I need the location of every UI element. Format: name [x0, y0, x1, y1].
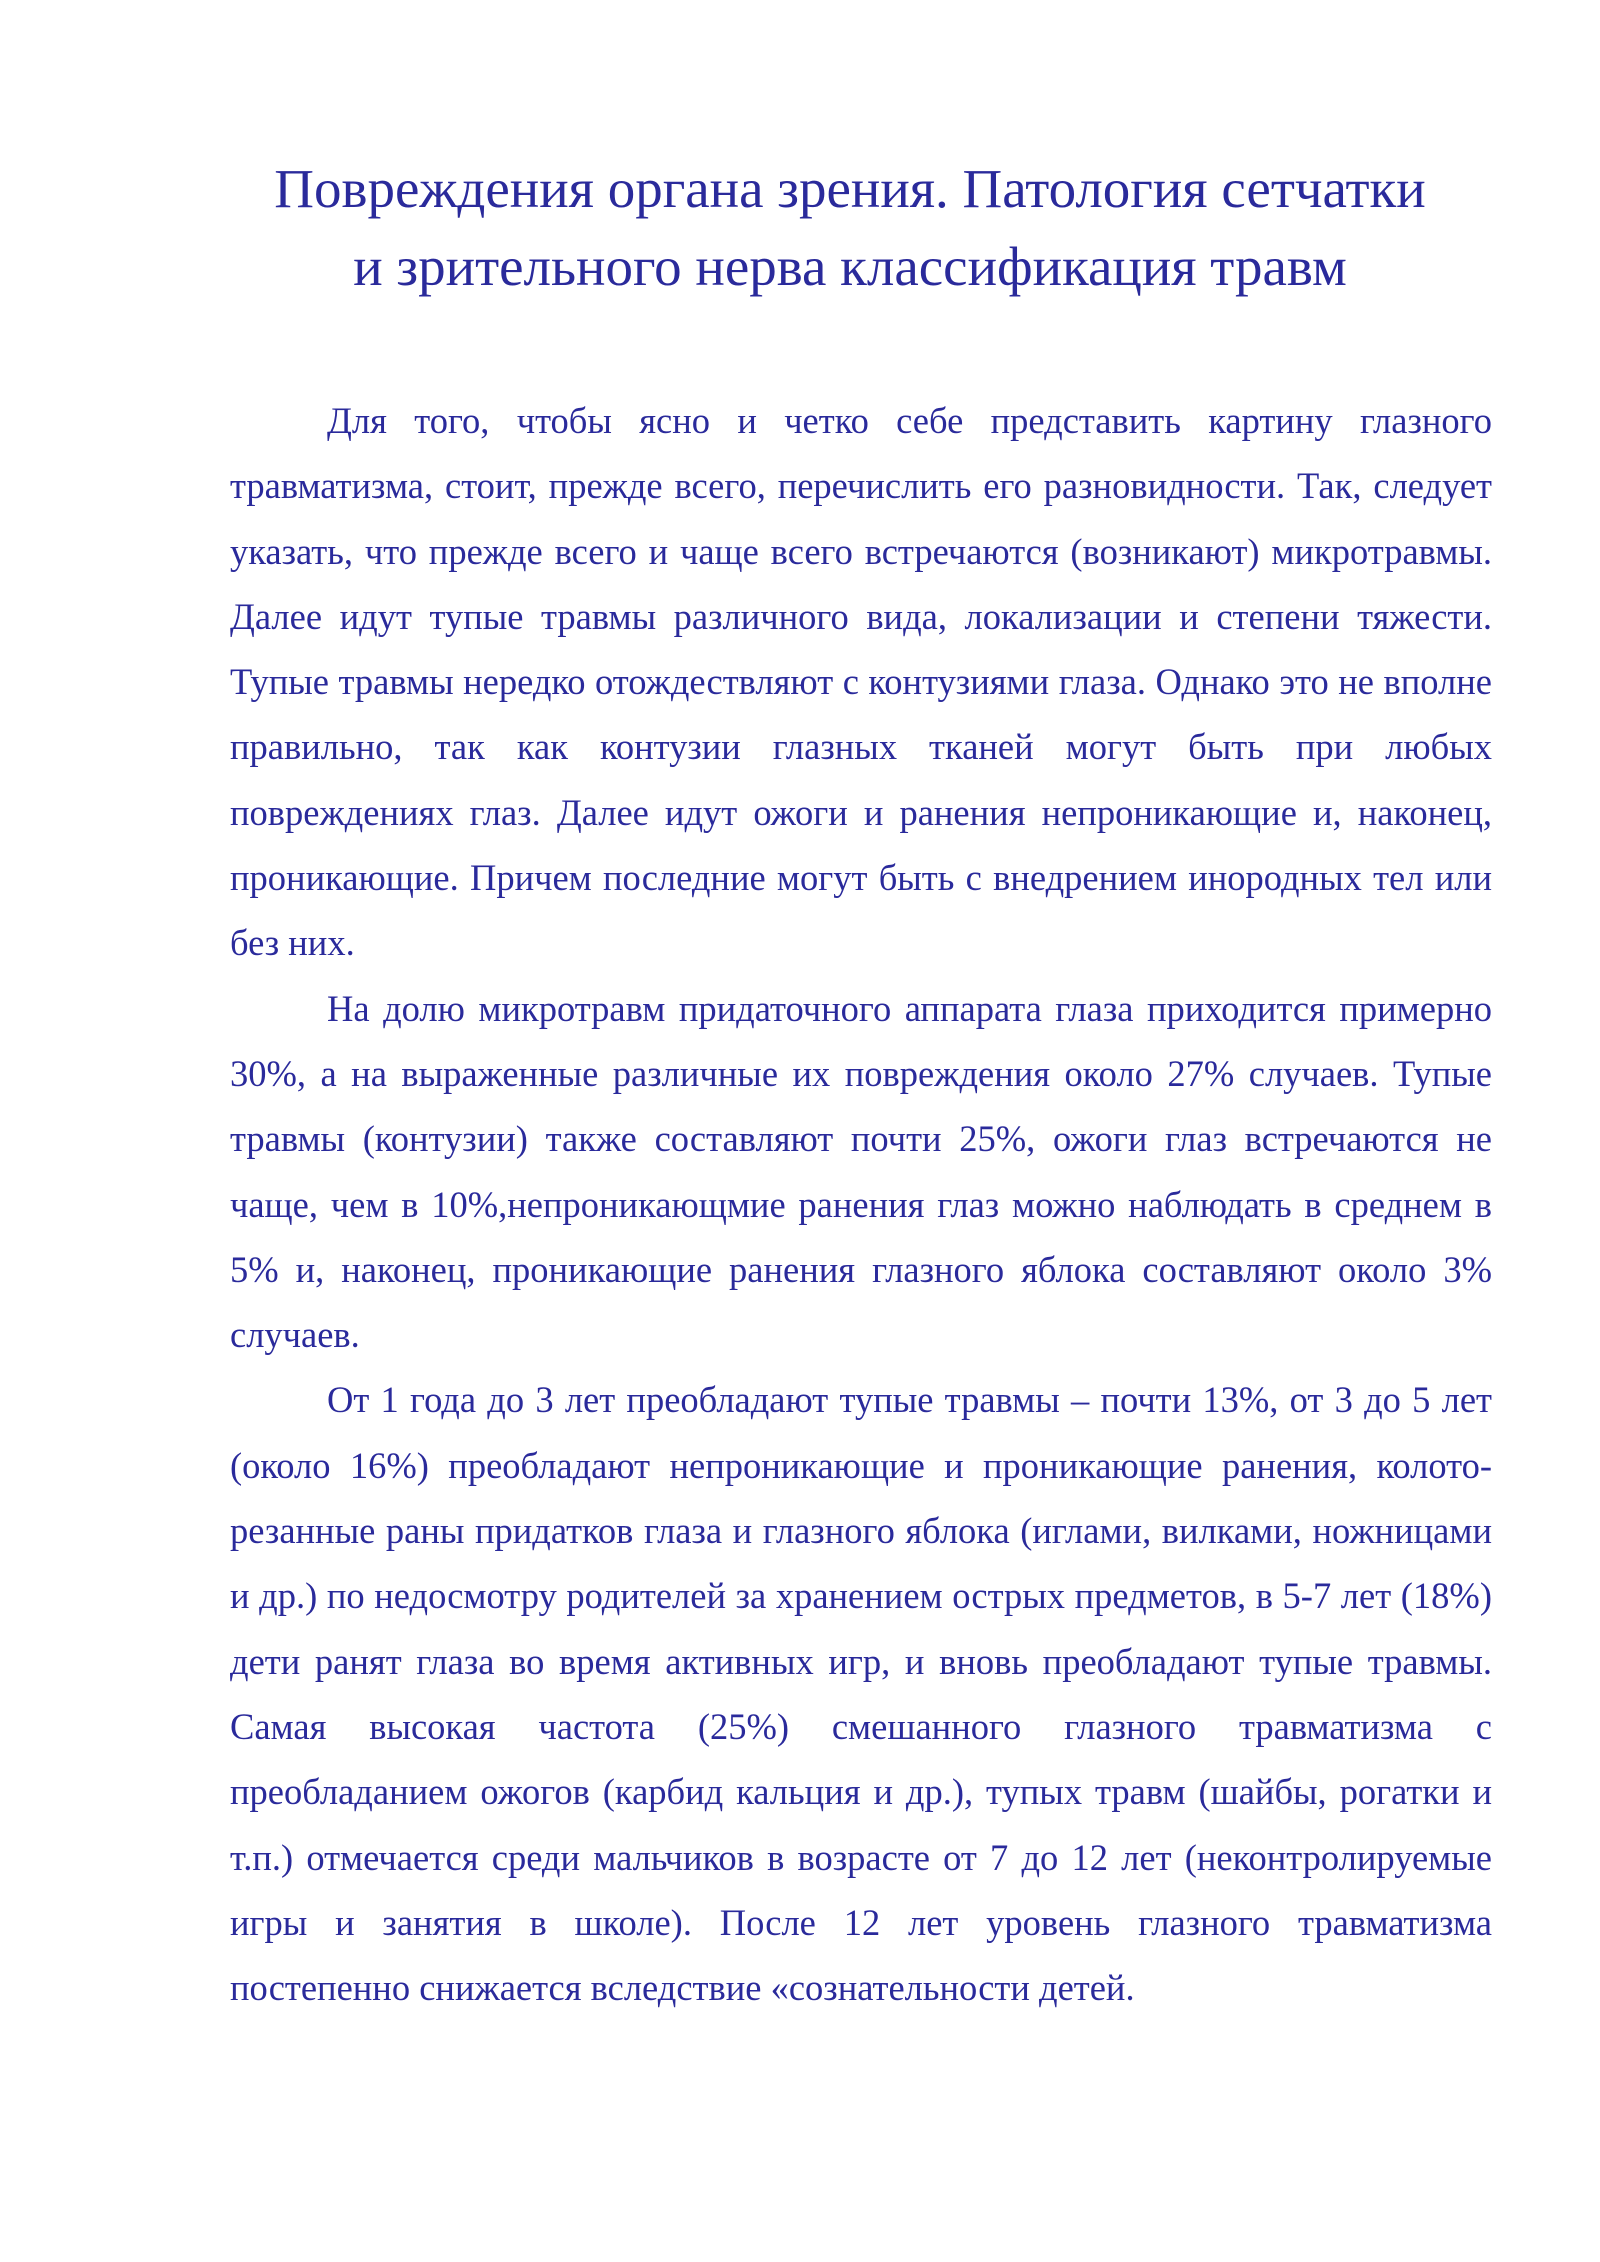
document-body: [230, 388, 1492, 2020]
paragraph-injury-types: Для того, чтобы ясно и четко себе представить картину глазного травматизма, стоит, прежде всего, перечислить его разновидности. Так, следует указать, что прежде всего и чаще всего встречаются (возникают) микротравмы. Далее идут тупые травмы различного вида, локализации и степени тяжести. Тупые травмы нередко отождествляют с контузиями глаза. Однако это не вполне правильно, так как контузии глазных тканей могут быть при любых повреждениях глаз. Далее идут ожоги и ранения непроникающие и, наконец, проникающие. Причем последние могут быть с внедрением инородных тел или без них.: [230, 400, 1492, 964]
paragraph-injury-statistics: На долю микротравм придаточного аппарата глаза приходится примерно 30%, а на выраженные различные их повреждения около 27% случаев. Тупые травмы (контузии) также составляют почти 25%, ожоги глаз встречаются не чаще, чем в 10%,непроникающмие ранения глаз можно наблюдать в среднем в 5% и, наконец, проникающие ранения глазного яблока составляют около 3% случаев.: [230, 987, 1492, 1356]
paragraph-age-groups: От 1 года до 3 лет преобладают тупые травмы – почти 13%, от 3 до 5 лет (около 16%) преобладают непроникающие и проникающие ранения, колото-резанные раны придатков глаза и глазного яблока (иглами, вилками, ножницами и др.) по недосмотру родителей за хранением острых предметов, в 5-7 лет (18%) дети ранят глаза во время активных игр, и вновь преобладают тупые травмы. Самая высокая частота (25%) смешанного глазного травматизма с преобладанием ожогов (карбид кальция и др.), тупых травм (шайбы, рогатки и т.п.) отмечается среди мальчиков в возрасте от 7 до 12 лет (неконтролируемые игры и занятия в школе). После 12 лет уровень глазного травматизма постепенно снижается вследствие «сознательности детей.: [230, 1379, 1492, 2009]
title-line-2: и зрительного нерва классификация травм: [353, 236, 1347, 297]
title-line-1: Повреждения органа зрения. Патология сетчатки: [274, 158, 1426, 219]
document-title: [200, 150, 1500, 306]
